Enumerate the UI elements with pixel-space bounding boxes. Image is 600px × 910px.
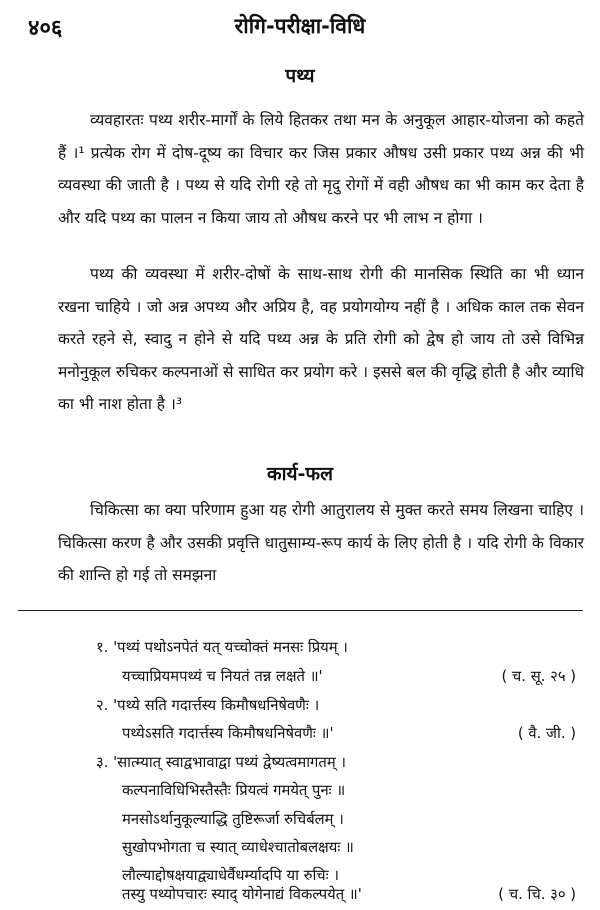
footnote-line bbox=[96, 723, 576, 749]
footnote-line bbox=[96, 837, 576, 863]
section-heading-karya-phal: कार्य-फल bbox=[267, 463, 333, 485]
footnote-text: तस्यु पथ्योपचारः स्याद् योगेनाद्यं विकल्पयेत् ॥' bbox=[122, 886, 362, 903]
footnote-text: लौल्याद्दोषक्षयाद्व्याधेर्वैधर्म्यादपि या रुचिः । bbox=[122, 867, 339, 884]
footnote-citation: ( वै. जी. ) bbox=[517, 725, 576, 742]
footnote-citation: ( च. सू. २५ ) bbox=[501, 668, 576, 685]
section-heading-pathya: पथ्य bbox=[285, 65, 315, 87]
page-header bbox=[22, 8, 578, 42]
footnote-text: यच्चाप्रियमपथ्यं च नियतं तन्न लक्षते ॥' bbox=[122, 668, 323, 685]
footnote-text: पथ्येऽसति गदार्त्तस्य किमौषधनिषेवणैः ॥' bbox=[122, 725, 334, 742]
footnote-line bbox=[96, 752, 576, 778]
footnote-text: १. 'पथ्यं पथोऽनपेतं यत् यच्चोक्तं मनसः प्रियम् । bbox=[96, 639, 348, 656]
footnote-line bbox=[96, 780, 576, 806]
running-title: रोगि-परीक्षा-विधि bbox=[234, 14, 366, 38]
footnote-text: २. 'पथ्ये सति गदार्त्तस्य किमौषधनिषेवणैः । bbox=[96, 697, 320, 714]
footnote-text: कल्पनाविधिभिस्तैस्तैः प्रियत्वं गमयेत् पुनः ॥ bbox=[122, 782, 346, 799]
paragraph-pathya-1: व्यवहारतः पथ्य शरीर-मार्गों के लिये हितकर तथा मन के अनुकूल आहार-योजना को कहते हैं ।¹ प्रत्येक रोग में दोष-दूष्य का विचार कर जिस प्रकार औषध उसी प्रकार पथ्य अन्न की भी व्यवस्था की जाती है । पथ्य से यदि रोगी रहे तो मृदु रोगों में वही औषध का भी काम कर देता है और यदि पथ्य का पालन न किया जाय तो औषध करने पर भी लाभ न होगा । bbox=[58, 111, 584, 227]
page-number: ४०६ bbox=[28, 16, 63, 41]
footnote-citation: ( च. चि. ३० ) bbox=[498, 886, 576, 903]
footnote-text: सुखोपभोगता च स्यात् व्याधेश्चातोबलक्षयः ॥ bbox=[122, 839, 354, 856]
paragraph-karya-phal: चिकित्सा का क्या परिणाम हुआ यह रोगी आतुरालय से मुक्त करते समय लिखना चाहिए । चिकित्सा करण है और उसकी प्रवृत्ति धातुसाम्य-रूप कार्य के लिए होती है । यदि रोगी के विकार की शान्ति हो गई तो समझना bbox=[58, 501, 584, 584]
footnote-line bbox=[96, 884, 576, 910]
paragraph-pathya-2: पथ्य की व्यवस्था में शरीर-दोषों के साथ-साथ रोगी की मानसिक स्थिति का भी ध्यान रखना चाहिये । जो अन्न अपथ्य और अप्रिय है, वह प्रयोगयोग्य नहीं है । अधिक काल तक सेवन करते रहने से, स्वादु न होने से यदि पथ्य अन्न के प्रति रोगी को द्वेष हो जाय तो उसे विभिन्न मनोनुकूल रुचिकर कल्पनाओं से साधित कर प्रयोग करे । इससे बल की वृद्धि होती है और व्याधि का भी नाश होता है ।³ bbox=[58, 265, 584, 413]
footnote-line bbox=[96, 695, 576, 721]
footnote-line bbox=[96, 809, 576, 835]
footnote-divider bbox=[18, 610, 583, 611]
footnote-line bbox=[96, 637, 576, 663]
footnote-text: ३. 'सात्म्यात् स्वाद्वभावाद्वा पथ्यं द्वेष्यत्वमागतम् । bbox=[96, 754, 346, 771]
footnote-line bbox=[96, 666, 576, 692]
footnote-text: मनसोऽर्थानुकूल्याद्धि तुष्टिरूर्जा रुचिर्बलम् । bbox=[122, 811, 344, 828]
